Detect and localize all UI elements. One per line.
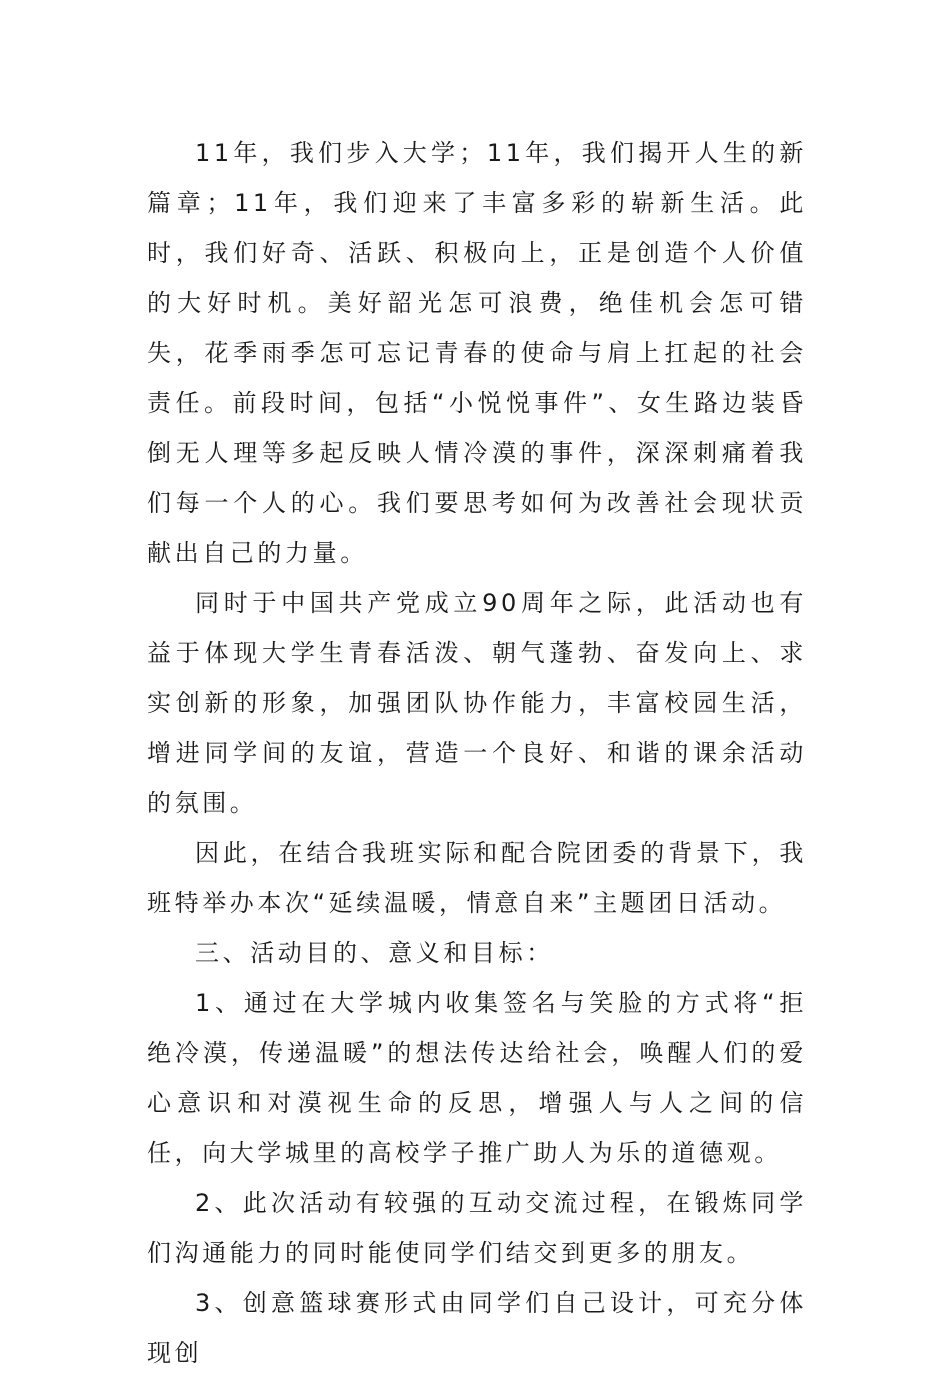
list-item-purpose-3: 3、创意篮球赛形式由同学们自己设计，可充分体现创: [147, 1289, 807, 1367]
section-heading-purpose: 三、活动目的、意义和目标：: [195, 939, 554, 967]
paragraph-background: 11年，我们步入大学；11年，我们揭开人生的新篇章；11年，我们迎来了丰富多彩的崭新生活。此时，我们好奇、活跃、积极向上，正是创造个人价值的大好时机。美好韶光怎可浪费，绝佳机会怎可错失，花季雨季怎可忘记青春的使命与肩上扛起的社会责任。前段时间，包括“小悦悦事件”、女生路边装昏倒无人理等多起反映人情冷漠的事件，深深刺痛着我们每一个人的心。我们要思考如何为改善社会现状贡献出自己的力量。: [147, 139, 807, 567]
list-item-purpose-1: 1、通过在大学城内收集签名与笑脸的方式将“拒绝冷漠，传递温暖”的想法传达给社会，唤醒人们的爱心意识和对漠视生命的反思，增强人与人之间的信任，向大学城里的高校学子推广助人为乐的道德观。: [147, 989, 807, 1167]
paragraph-anniversary: 同时于中国共产党成立90周年之际，此活动也有益于体现大学生青春活泼、朝气蓬勃、奋发向上、求实创新的形象，加强团队协作能力，丰富校园生活，增进同学间的友谊，营造一个良好、和谐的课余活动的氛围。: [147, 589, 807, 817]
list-item-purpose-2: 2、此次活动有较强的互动交流过程，在锻炼同学们沟通能力的同时能使同学们结交到更多的朋友。: [147, 1189, 807, 1267]
paragraph-activity-intro: 因此，在结合我班实际和配合院团委的背景下，我班特举办本次“延续温暖，情意自来”主题团日活动。: [147, 839, 807, 917]
document-body: [147, 128, 807, 1378]
